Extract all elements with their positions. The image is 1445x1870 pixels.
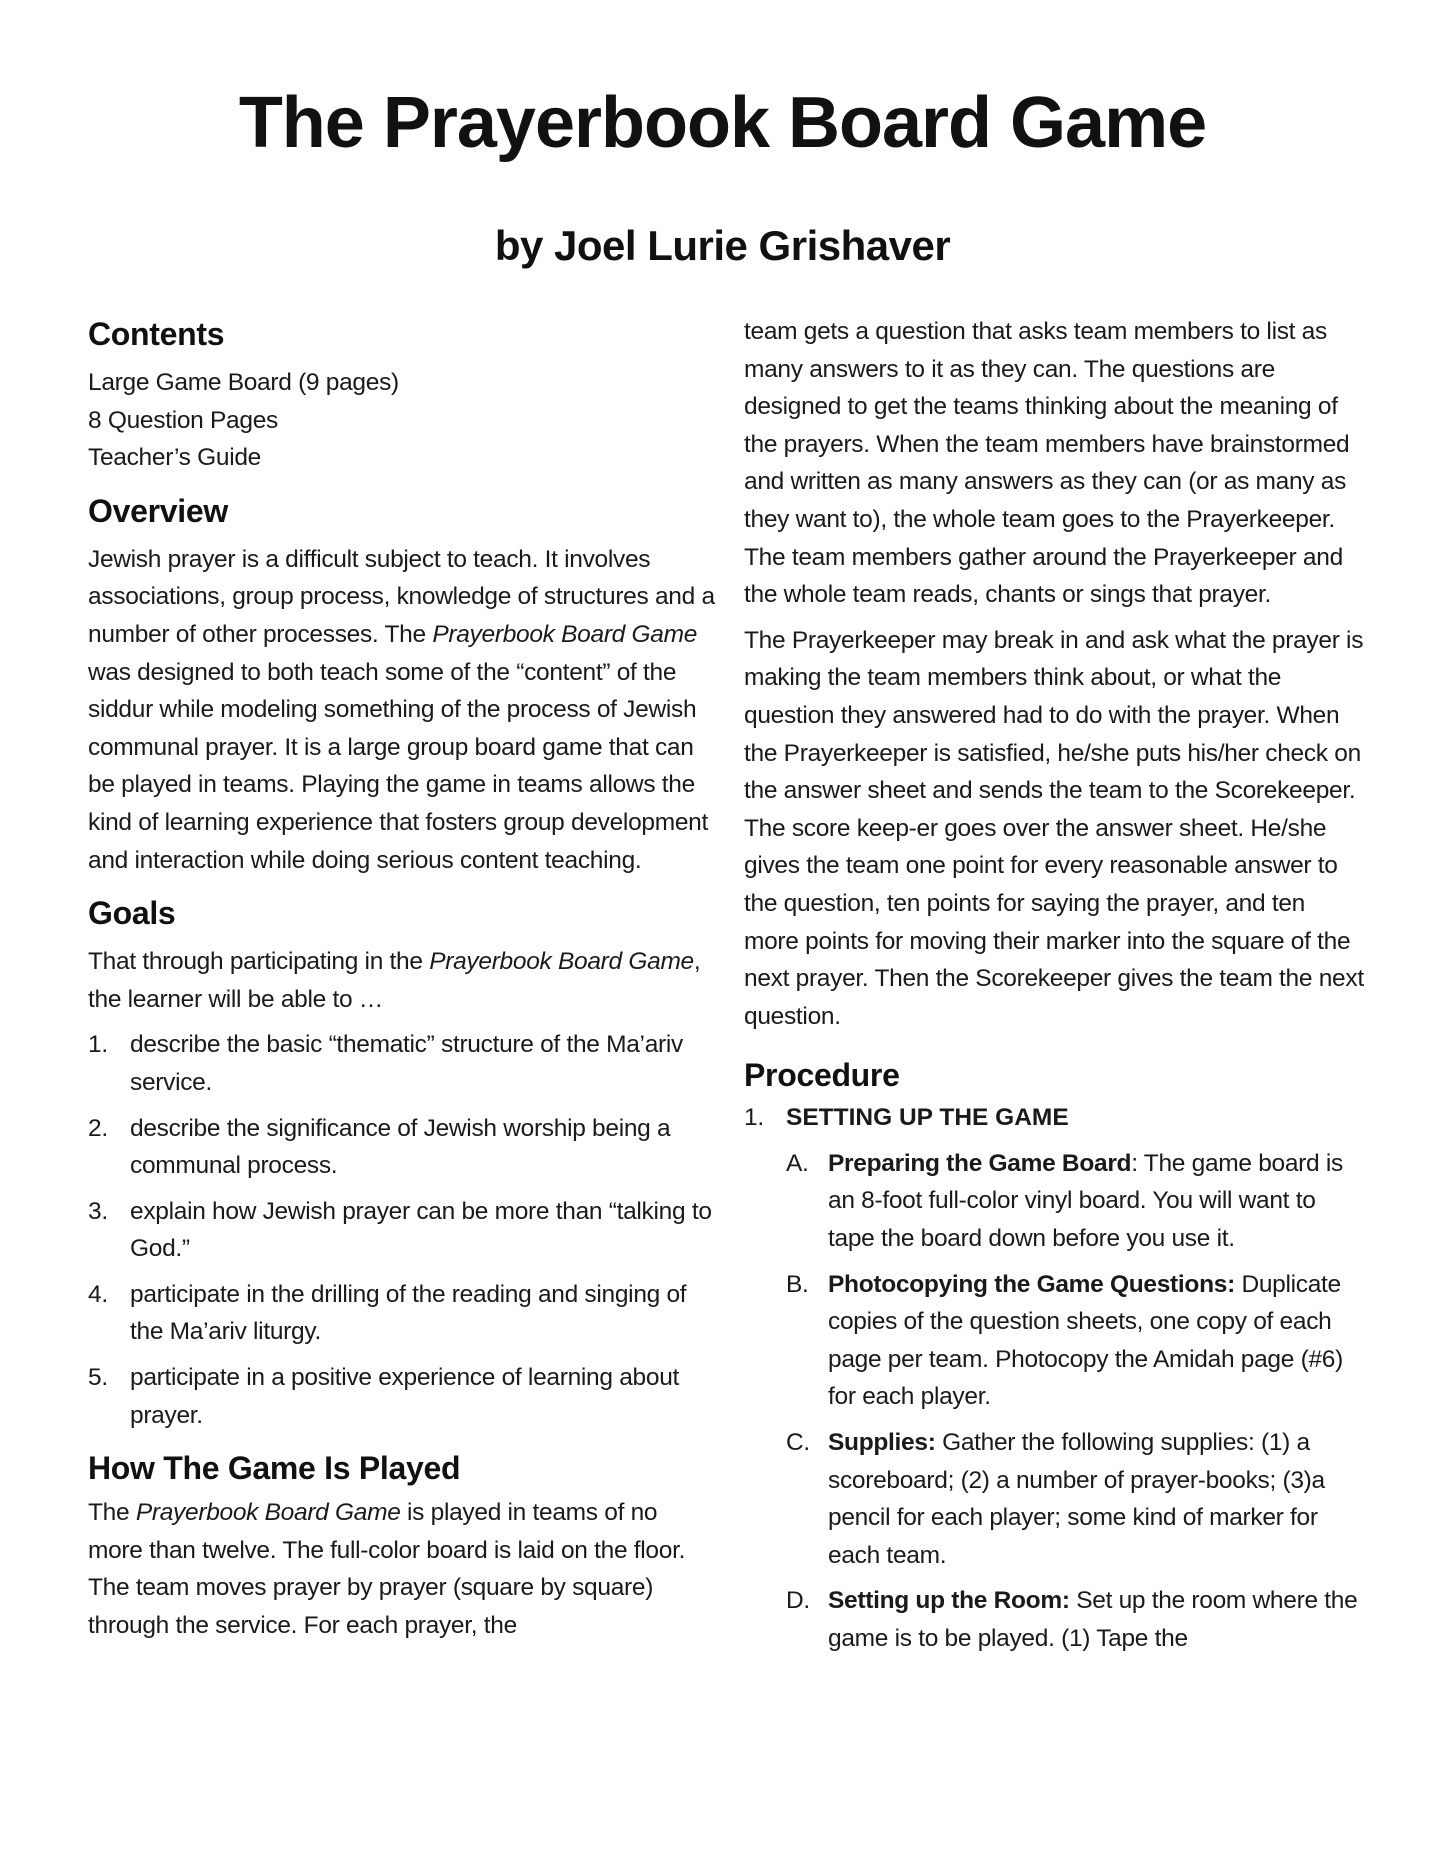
goal-text: participate in a positive experience of learning about prayer. (130, 1364, 680, 1429)
procedure-substep (744, 1145, 1364, 1258)
contents-list (88, 364, 718, 477)
right-column (744, 313, 1364, 1658)
substep-text: Gather the following supplies: (1) a scoreboard; (2) a number of prayer-books; (3)a pencil for each player; some kind of marker for each team. (828, 1429, 1325, 1569)
procedure-heading: Procedure (744, 1057, 900, 1094)
overview-text: was designed to both teach some of the “content” of the siddur while modeling something of the process of Jewish communal prayer. It is a large group board game that can be played in teams. Playing the game in teams allows the kind of learning experience that fosters group development and interaction while doing serious content teaching. (88, 658, 708, 874)
goal-number: 3. (88, 1197, 108, 1225)
overview-heading: Overview (88, 492, 228, 529)
goal-text: describe the basic “thematic” structure of the Ma’ariv service. (130, 1031, 683, 1096)
overview-paragraph (88, 541, 718, 879)
goal-number: 4. (88, 1280, 108, 1308)
substep-lead: Preparing the Game Board (828, 1149, 1132, 1177)
game-title-italic: Prayerbook Board Game (135, 1499, 401, 1527)
goals-heading: Goals (88, 895, 176, 932)
how-played-text: The (88, 1499, 136, 1527)
substep-letter: B. (786, 1270, 809, 1298)
how-played-heading: How The Game Is Played (88, 1450, 461, 1487)
contents-item: Teacher’s Guide (88, 444, 262, 472)
substep-text: Duplicate copies of the question sheets, one copy of each page per team. Photocopy the Amidah page (#6) for each player. (828, 1270, 1343, 1411)
goal-number: 1. (88, 1031, 108, 1059)
how-played-text: is played in teams of no more than twelve. The full-color board is laid on the floor. The team moves prayer by prayer (square by square) through the service. For each prayer, the (88, 1499, 686, 1640)
procedure-substep (744, 1582, 1364, 1657)
prayerkeeper-paragraph: The Prayerkeeper may break in and ask what the prayer is making the team members think about, or what the question they answered had to do with the prayer. When the Prayerkeeper is satisfied, he/she puts his/her check on the answer sheet and sends the team to the Scorekeeper. The score keep-er goes over the answer sheet. He/she gives the team one point for every reasonable answer to the question, ten points for saying the prayer, and ten more points for moving their marker into the square of the next prayer. Then the Scorekeeper gives the team the next question. (744, 626, 1364, 1030)
substep-letter: A. (786, 1149, 809, 1177)
substep-text: : The game board is an 8-foot full-color vinyl board. You will want to tape the board down before you use it. (828, 1149, 1343, 1253)
contents-item: Large Game Board (9 pages) (88, 369, 399, 396)
substep-lead: Photocopying the Game Questions: (828, 1270, 1235, 1298)
goals-intro-text: , the learner will be able to … (88, 948, 701, 1013)
goal-item (88, 1359, 718, 1434)
substep-letter: C. (786, 1429, 810, 1457)
document-title: The Prayerbook Board Game (238, 83, 1207, 163)
how-played-section (88, 1446, 718, 1644)
goal-text: participate in the drilling of the reading and singing of the Ma’ariv liturgy. (130, 1280, 687, 1346)
procedure-step (744, 1099, 1364, 1137)
substep-letter: D. (786, 1587, 810, 1615)
overview-text: Jewish prayer is a difficult subject to teach. It involves associations, group process, knowledge of structures and a number of other processes. The (88, 545, 715, 648)
left-column (88, 312, 718, 1645)
step-number: 1. (744, 1104, 764, 1132)
game-title-italic: Prayerbook Board Game (432, 620, 698, 648)
contents-heading: Contents (88, 316, 225, 352)
goal-item (88, 1110, 718, 1185)
game-title-italic: Prayerbook Board Game (429, 948, 694, 976)
goal-item (88, 1193, 718, 1268)
goal-text: explain how Jewish prayer can be more than “talking to God.” (130, 1197, 712, 1263)
substep-lead: Setting up the Room: (828, 1587, 1070, 1615)
substep-lead: Supplies: (828, 1429, 936, 1457)
overview-section (88, 489, 718, 879)
substep-text: Set up the room where the game is to be played. (1) Tape the (828, 1587, 1358, 1652)
contents-section (88, 312, 718, 477)
goals-intro-text: That through participating in the (88, 948, 430, 976)
procedure-section (744, 1053, 1364, 1657)
procedure-substep (744, 1424, 1364, 1574)
goal-item (88, 1276, 718, 1351)
goal-number: 2. (88, 1114, 108, 1142)
goal-item (88, 1026, 718, 1101)
how-played-paragraph (88, 1494, 718, 1644)
author-byline: by Joel Lurie Grishaver (494, 222, 951, 269)
contents-item: 8 Question Pages (88, 406, 278, 434)
procedure-substep (744, 1266, 1364, 1416)
goal-text: describe the significance of Jewish worship being a communal process. (130, 1114, 671, 1180)
step-title: SETTING UP THE GAME (786, 1104, 1069, 1132)
how-played-paragraph-continued: team gets a question that asks team members to list as many answers to it as they can. The questions are designed to get the teams thinking about the meaning of the prayers. When the team members have brainstormed and written as many answers as they can (or as many as they want to), the whole team goes to the Prayerkeeper. The team members gather around the Prayerkeeper and the whole team reads, chants or sings that prayer. (744, 318, 1350, 609)
goals-intro (88, 943, 718, 1018)
goals-list (88, 1026, 718, 1434)
goals-section (88, 891, 718, 1434)
goal-number: 5. (88, 1364, 108, 1392)
